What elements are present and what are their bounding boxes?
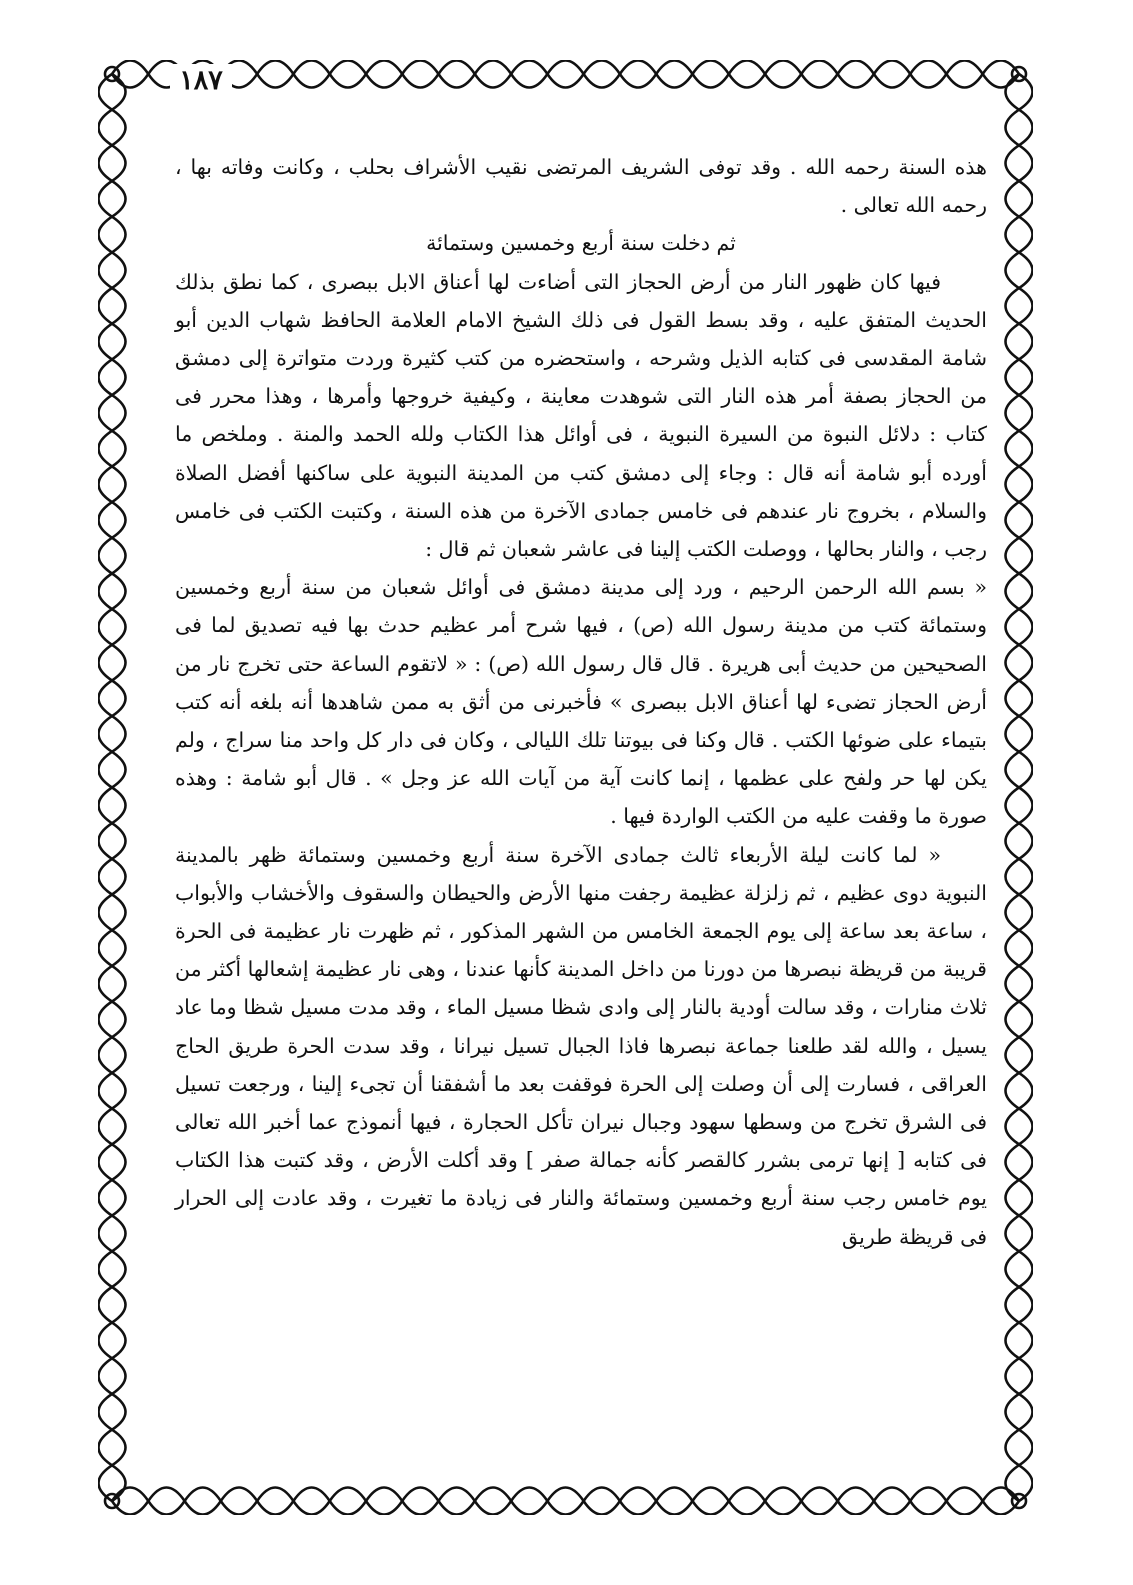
paragraph-eyewitness: « لما كانت ليلة الأربعاء ثالث جمادى الآخرة سنة أربع وخمسين وستمائة ظهر بالمدينة النبوية دوى عظيم ، ثم زلزلة عظيمة رجفت منها الأرض والحيطان والسقوف والأخشاب والأبواب ، ساعة بعد ساعة إلى يوم الجمعة الخامس من الشهر المذكور ، ثم ظهرت نار عظيمة فى الحرة قريبة من قريظة نبصرها من دورنا من داخل المدينة كأنها عندنا ، وهى نار عظيمة إشعالها أكثر من ثلاث منارات ، وقد سالت أودية بالنار إلى وادى شظا مسيل الماء ، وقد مدت مسيل شظا وما عاد يسيل ، والله لقد طلعنا جماعة نبصرها فاذا الجبال تسيل نيرانا ، وقد سدت الحرة طريق الحاج العراقى ، فسارت إلى أن وصلت إلى الحرة فوقفت بعد ما أشفقنا أن تجىء إلينا ، ورجعت تسيل فى الشرق تخرج من وسطها سهود وجبال نيران تأكل الحجارة ، فيها أنموذج عما أخبر الله تعالى فى كتابه [ إنها ترمى بشرر كالقصر كأنه جمالة صفر ] وقد أكلت الأرض ، وقد كتبت هذا الكتاب يوم خامس رجب سنة أربع وخمسين وستمائة والنار فى زيادة ما تغيرت ، وقد عادت إلى الحرار فى قريظة طريق <box>175 842 987 1249</box>
paragraph-fire-report: فيها كان ظهور النار من أرض الحجاز التى أضاءت لها أعناق الابل ببصرى ، كما نطق بذلك الحديث المتفق عليه ، وقد بسط القول فى ذلك الشيخ الامام العلامة الحافظ شهاب الدين أبو شامة المقدسى فى كتابه الذيل وشرحه ، واستحضره من كتب كثيرة وردت متواترة إلى دمشق من الحجاز بصفة أمر هذه النار التى شوهدت معاينة ، وكيفية خروجها وأمرها ، وهذا محرر فى كتاب : دلائل النبوة من السيرة النبوية ، فى أوائل هذا الكتاب ولله الحمد والمنة . وملخص ما أورده أبو شامة أنه قال : وجاء إلى دمشق كتب من المدينة النبوية على ساكنها أفضل الصلاة والسلام ، بخروج نار عندهم فى خامس جمادى الآخرة من هذه السنة ، وكتبت الكتب فى خامس رجب ، والنار بحالها ، ووصلت الكتب إلينا فى عاشر شعبان ثم قال : <box>175 269 987 562</box>
year-heading: ثم دخلت سنة أربع وخمسين وستمائة <box>426 231 736 256</box>
paragraph-opening: هذه السنة رحمه الله . وقد توفى الشريف المرتضى نقيب الأشراف بحلب ، وكانت وفاته بها ، رحمه الله تعالى . <box>175 155 987 218</box>
paragraph-letter-quote: « بسم الله الرحمن الرحيم ، ورد إلى مدينة دمشق فى أوائل شعبان من سنة أربع وخمسين وستمائة كتب من مدينة رسول الله (ص) ، فيها شرح أمر عظيم حدث بها فيه تصديق لما فى الصحيحين من حديث أبى هريرة . قال قال رسول الله (ص) : « لاتقوم الساعة حتى تخرج نار من أرض الحجاز تضىء لها أعناق الابل ببصرى » فأخبرنى من أثق به ممن شاهدها أنه بلغه أنه كتب بتيماء على ضوئها الكتب . قال وكنا فى بيوتنا تلك الليالى ، وكان فى دار كل واحد منا سراج ، ولم يكن لها حر ولفح على عظمها ، إنما كانت آية من آيات الله عز وجل » . قال أبو شامة : وهذه صورة ما وقفت عليه من الكتب الواردة فيها . <box>175 575 987 829</box>
border-rope-strand <box>99 74 126 1501</box>
page-number: ١٨٧ <box>170 64 232 98</box>
border-rope-strand <box>1006 74 1033 1501</box>
body-text <box>175 148 987 1256</box>
